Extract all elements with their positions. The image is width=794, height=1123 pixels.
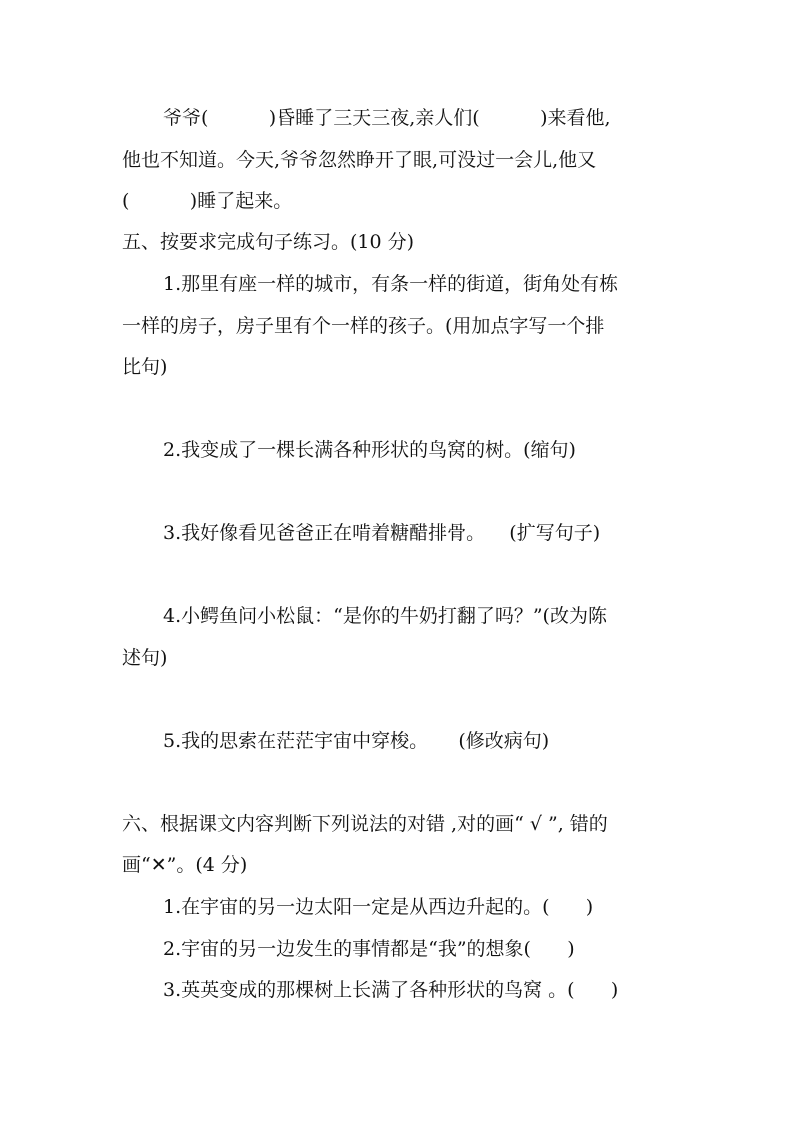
question-5-4-line-1: 4.小鳄鱼问小松鼠：“是你的牛奶打翻了吗？”(改为陈 [163,605,607,627]
fill-blank-line-1: 爷爷( )昏睡了三天三夜,亲人们( )来看他, [163,107,611,129]
section-6-heading-line-1: 六、根据课文内容判断下列说法的对错 ,对的画“ √ ”, 错的 [122,813,608,835]
question-5-1-line-2: 一样的房子，房子里有个一样的孩子。(用加点字写一个排 [122,315,605,337]
question-6-3: 3.英英变成的那棵树上长满了各种形状的鸟窝 。( ) [163,979,619,1001]
question-5-5: 5.我的思索在茫茫宇宙中穿梭。 (修改病句) [163,730,550,752]
question-6-1: 1.在宇宙的另一边太阳一定是从西边升起的。( ) [163,896,594,918]
question-5-2: 2.我变成了一棵长满各种形状的鸟窝的树。(缩句) [163,439,576,461]
question-5-3: 3.我好像看见爸爸正在啃着糖醋排骨。 (扩写句子) [163,522,601,544]
section-6-heading-line-2: 画“✕”。(4 分) [122,854,248,876]
question-5-1-line-1: 1.那里有座一样的城市，有条一样的街道，街角处有栋 [163,273,619,295]
fill-blank-line-2: 他也不知道。今天,爷爷忽然睁开了眼,可没过一会儿,他又 [122,149,597,171]
question-5-4-line-2: 述句) [122,647,168,669]
section-5-heading: 五、按要求完成句子练习。(10 分) [122,231,415,253]
fill-blank-line-3: ( )睡了起来。 [122,190,293,212]
question-5-1-line-3: 比句) [122,356,168,378]
question-6-2: 2.宇宙的另一边发生的事情都是“我”的想象( ) [163,938,575,960]
